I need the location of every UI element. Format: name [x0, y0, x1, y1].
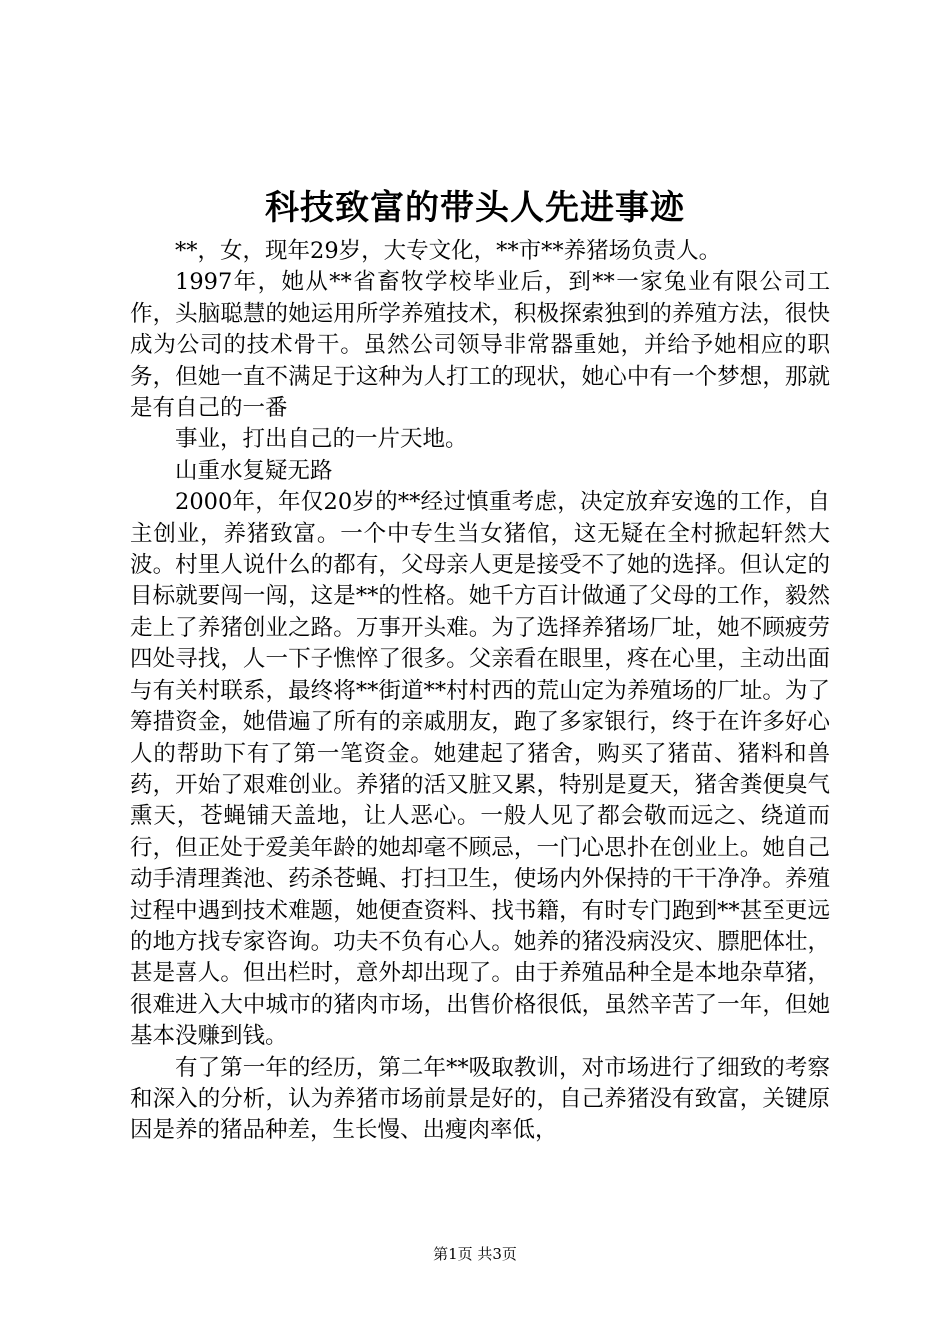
page-number-footer: 第1页 共3页 — [433, 1245, 517, 1263]
paragraph-2000: 2000年，年仅20岁的**经过慎重考虑，决定放弃安逸的工作，自主创业，养猪致富。一个中专生当女猪倌，这无疑在全村掀起轩然大波。村里人说什么的都有，父母亲人更是接受不了她的选择。但认定的目标就要闯一闯，这是**的性格。她千方百计做通了父母的工作，毅然走上了养猪创业之路。万事开头难。为了选择养猪场厂址，她不顾疲劳四处寻找，人一下子憔悴了很多。父亲看在眼里，疼在心里，主动出面与有关村联系，最终将**街道**村村西的荒山定为养殖场的厂址。为了筹措资金，她借遍了所有的亲戚朋友，跑了多家银行，终于在许多好心人的帮助下有了第一笔资金。她建起了猪舍，购买了猪苗、猪料和兽药，开始了艰难创业。养猪的活又脏又累，特别是夏天，猪舍粪便臭气熏天，苍蝇铺天盖地，让人恶心。一般人见了都会敬而远之、绕道而行，但正处于爱美年龄的她却毫不顾忌，一门心思扑在创业上。她自己动手清理粪池、药杀苍蝇、打扫卫生，使场内外保持的干干净净。养殖过程中遇到技术难题，她便查资料、找书籍，有时专门跑到**甚至更远的地方找专家咨询。功夫不负有心人。她养的猪没病没灾、膘肥体壮，甚是喜人。但出栏时，意外却出现了。由于养殖品种全是本地杂草猪，很难进入大中城市的猪肉市场，出售价格很低，虽然辛苦了一年，但她基本没赚到钱。 — [130, 489, 830, 1050]
paragraph-second-year: 有了第一年的经历，第二年**吸取教训，对市场进行了细致的考察和深入的分析，认为养猪市场前景是好的，自己养猪没有致富，关键原因是养的猪品种差，生长慢、出瘦肉率低， — [130, 1054, 830, 1144]
document-body — [130, 236, 830, 1147]
document-title: 科技致富的带头人先进事迹 — [265, 188, 685, 228]
paragraph-1997: 1997年，她从**省畜牧学校毕业后，到**一家兔业有限公司工作，头脑聪慧的她运用所学养殖技术，积极探索独到的养殖方法，很快成为公司的技术骨干。虽然公司领导非常器重她，并给予她相应的职务，但她一直不满足于这种为人打工的现状，她心中有一个梦想，那就是有自己的一番 — [130, 269, 830, 422]
paragraph-career: 事业，打出自己的一片天地。 — [175, 426, 468, 453]
paragraph-intro: **，女，现年29岁，大专文化，**市**养猪场负责人。 — [175, 238, 722, 264]
section-heading: 山重水复疑无路 — [175, 457, 333, 484]
